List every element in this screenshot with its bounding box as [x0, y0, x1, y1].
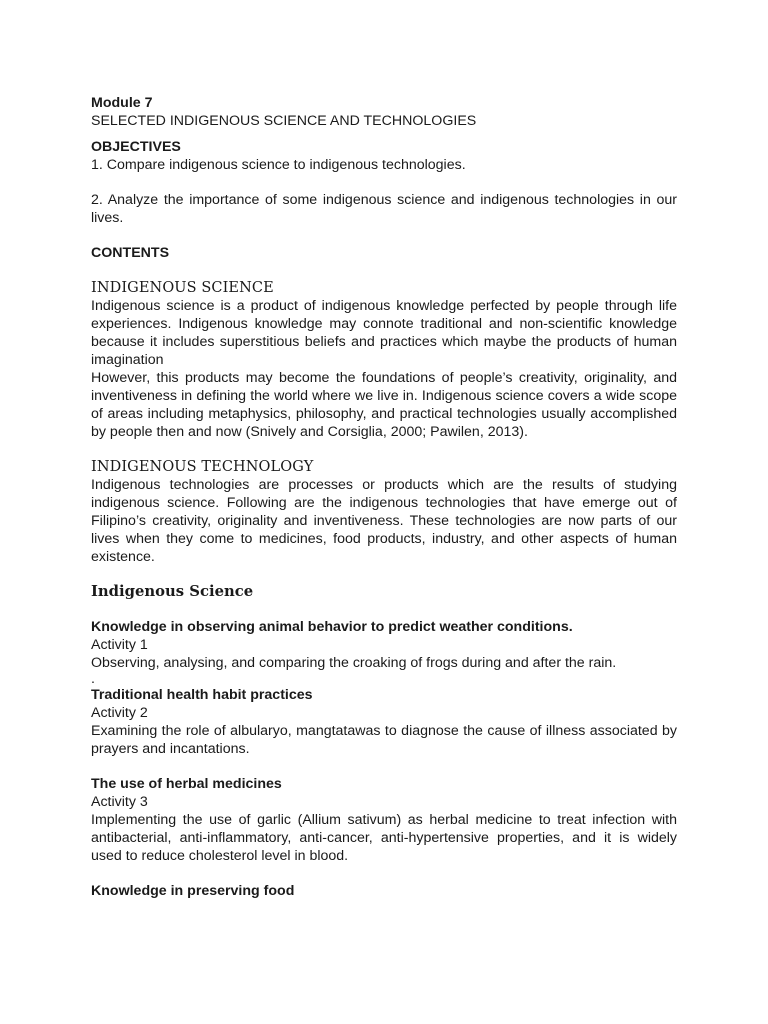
- topic-4-title: Knowledge in preserving food: [91, 883, 295, 899]
- indigenous-science-paragraph-2: However, this products may become the foundations of people’s creativity, originality, and inventiveness in defining the world where we live in. Indigenous science covers a wide scope of areas including metaphysics, philosophy, and practical technologies usually accomplished by people then and now (Snively and Corsiglia, 2000; Pawilen, 2013).: [91, 370, 677, 440]
- topic-1-trailing-dot: .: [91, 671, 95, 687]
- indigenous-science-section-heading: Indigenous Science: [91, 583, 254, 600]
- indigenous-technology-heading: INDIGENOUS TECHNOLOGY: [91, 459, 314, 475]
- objectives-heading: OBJECTIVES: [91, 139, 181, 155]
- topic-2-text: Examining the role of albularyo, mangtatawas to diagnose the cause of illness associated by prayers and incantations.: [91, 723, 677, 757]
- objective-item-1: 1. Compare indigenous science to indigenous technologies.: [91, 157, 466, 173]
- topic-2-activity: Activity 2: [91, 705, 148, 721]
- objective-item-2: 2. Analyze the importance of some indigenous science and indigenous technologies in our lives.: [91, 192, 677, 226]
- module-label: Module 7: [91, 95, 153, 111]
- topic-3-text: Implementing the use of garlic (Allium sativum) as herbal medicine to treat infection with antibacterial, anti-inflammatory, anti-cancer, anti-hypertensive properties, and it is widely used to reduce cholesterol level in blood.: [91, 812, 677, 864]
- indigenous-technology-paragraph: Indigenous technologies are processes or products which are the results of studying indigenous science. Following are the indigenous technologies that have emerge out of Filipino’s creativity, originality and inventiveness. These technologies are now parts of our lives when they come to medicines, food products, industry, and other aspects of human existence.: [91, 477, 677, 565]
- contents-heading: CONTENTS: [91, 245, 170, 261]
- topic-3-activity: Activity 3: [91, 794, 148, 810]
- document-page: [91, 94, 677, 900]
- indigenous-science-paragraph-1: Indigenous science is a product of indigenous knowledge perfected by people through life experiences. Indigenous knowledge may connote traditional and non-scientific knowledge because it includes superstitious beliefs and practices which maybe the products of human imagination: [91, 298, 677, 368]
- indigenous-science-heading: INDIGENOUS SCIENCE: [91, 280, 274, 296]
- module-title: SELECTED INDIGENOUS SCIENCE AND TECHNOLOGIES: [91, 113, 477, 129]
- topic-1-activity: Activity 1: [91, 637, 148, 653]
- topic-2-title: Traditional health habit practices: [91, 687, 313, 703]
- topic-3-title: The use of herbal medicines: [91, 776, 282, 792]
- topic-1-title: Knowledge in observing animal behavior to predict weather conditions.: [91, 619, 573, 635]
- topic-1-text: Observing, analysing, and comparing the croaking of frogs during and after the rain.: [91, 655, 617, 671]
